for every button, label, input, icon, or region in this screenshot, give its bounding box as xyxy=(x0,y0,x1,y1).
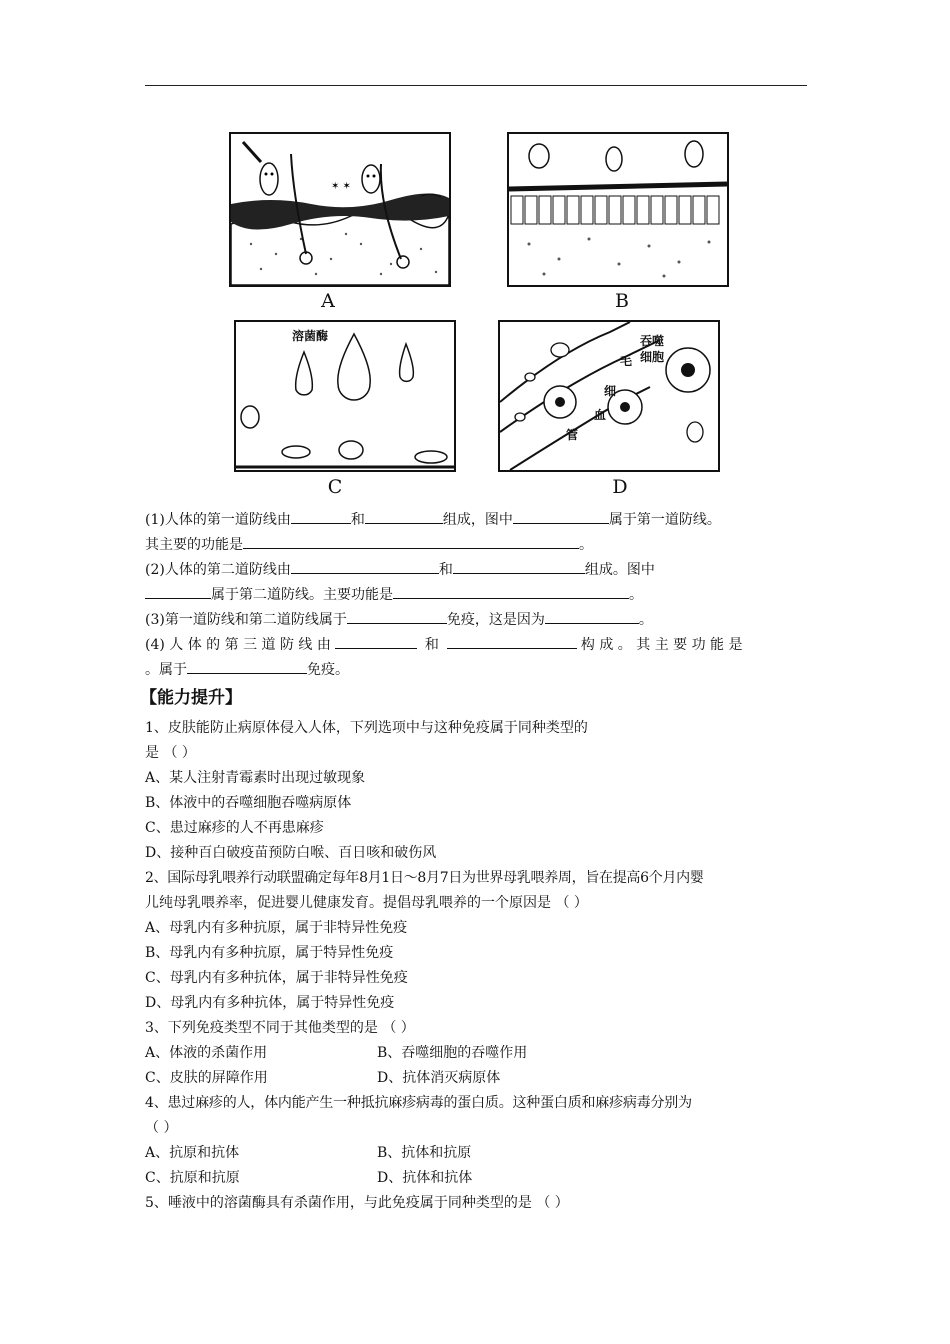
figure-a-skin xyxy=(229,132,451,287)
item3-option-d: D、抗体消灭病原体 xyxy=(377,1070,501,1086)
item1-stem-1: 1、皮肤能防止病原体侵入人体，下列选项中与这种免疫属于同种类型的 xyxy=(145,720,588,736)
item2-stem-2: 儿纯母乳喂养率，促进婴儿健康发育。提倡母乳喂养的一个原因是 （ ） xyxy=(145,895,588,911)
q4-line1: (4) 人 体 的 第 三 道 防 线 由 和 构 成 。 其 主 要 功 能 是 xyxy=(145,633,807,658)
q1-blank-2[interactable] xyxy=(365,509,443,524)
q2-blank-2[interactable] xyxy=(453,559,585,574)
item3-stem: 3、下列免疫类型不同于其他类型的是 （ ） xyxy=(145,1020,415,1036)
item4-options-row1 xyxy=(145,1141,807,1166)
item4-stem-1: 4、患过麻疹的人，体内能产生一种抵抗麻疹病毒的蛋白质。这种蛋白质和麻疹病毒分别为 xyxy=(145,1095,692,1111)
item1-option-b: B、体液中的吞噬细胞吞噬病原体 xyxy=(145,795,352,811)
item2-option-d: D、母乳内有多种抗体，属于特异性免疫 xyxy=(145,995,395,1011)
section-heading: 【能力提升】 xyxy=(140,688,242,708)
item1-option-a: A、某人注射青霉素时出现过敏现象 xyxy=(145,770,366,786)
q4-blank-2[interactable] xyxy=(447,634,577,649)
svg-text:✶ ✶: ✶ ✶ xyxy=(331,181,351,192)
figure-b-mucosa xyxy=(507,132,729,287)
q2-line1: (2)人体的第二道防线由 和 组成。图中 xyxy=(145,558,807,583)
item3-option-a: A、体液的杀菌作用 xyxy=(145,1045,268,1061)
header-rule xyxy=(145,85,807,86)
item4-option-b: B、抗体和抗原 xyxy=(377,1145,472,1161)
item1-stem-2: 是 （ ） xyxy=(145,745,196,761)
item4-stem-2: （ ） xyxy=(145,1120,178,1136)
q1-blank-1[interactable] xyxy=(291,509,351,524)
figure-c-lysozyme xyxy=(234,320,456,472)
item3-option-c: C、皮肤的屏障作用 xyxy=(145,1070,268,1086)
q2-line2: 属于第二道防线。主要功能是 。 xyxy=(145,583,807,608)
q1-line1: (1)人体的第一道防线由 和 组成，图中 属于第一道防线。 xyxy=(145,508,807,533)
q2-blank-3[interactable] xyxy=(145,584,211,599)
item2-option-c: C、母乳内有多种抗体，属于非特异性免疫 xyxy=(145,970,408,986)
figure-a-caption: A xyxy=(321,290,335,312)
item3-options-row2 xyxy=(145,1066,807,1091)
q3-blank-2[interactable] xyxy=(545,609,639,624)
figure-d-caption: D xyxy=(612,476,628,498)
phagocyte-label-2: 细胞 xyxy=(640,350,665,364)
q2-blank-4[interactable] xyxy=(393,584,629,599)
item4-option-d: D、抗体和抗体 xyxy=(377,1170,473,1186)
capillary-label-2: 细 xyxy=(604,384,617,398)
mucosa-illustration xyxy=(509,134,727,285)
item2-stem-1: 2、国际母乳喂养行动联盟确定每年8月1日～8月7日为世界母乳喂养周，旨在提高6个月内婴 xyxy=(145,870,704,886)
figure-d-capillary xyxy=(498,320,720,472)
q3-line: (3)第一道防线和第二道防线属于 免疫，这是因为 。 xyxy=(145,608,807,633)
item4-options-row2 xyxy=(145,1166,807,1191)
lysozyme-illustration xyxy=(236,322,454,470)
q1-blank-3[interactable] xyxy=(513,509,609,524)
item1-option-c: C、患过麻疹的人不再患麻疹 xyxy=(145,820,324,836)
q4-blank-3[interactable] xyxy=(187,659,307,674)
capillary-label-3: 血 xyxy=(594,408,607,422)
figure-c-caption: C xyxy=(327,476,343,498)
item3-option-b: B、吞噬细胞的吞噬作用 xyxy=(377,1045,528,1061)
q4-blank-1[interactable] xyxy=(335,634,417,649)
phagocyte-label-1: 吞噬 xyxy=(640,334,665,348)
item4-option-a: A、抗原和抗体 xyxy=(145,1145,240,1161)
item2-option-b: B、母乳内有多种抗原，属于特异性免疫 xyxy=(145,945,394,961)
skin-illustration xyxy=(231,134,449,285)
item2-option-a: A、母乳内有多种抗原，属于非特异性免疫 xyxy=(145,920,408,936)
item5-stem: 5、唾液中的溶菌酶具有杀菌作用，与此免疫属于同种类型的是 （ ） xyxy=(145,1195,569,1211)
capillary-label-1: 毛 xyxy=(620,354,633,368)
q1-line2: 其主要的功能是 。 xyxy=(145,533,807,558)
item4-option-c: C、抗原和抗原 xyxy=(145,1170,240,1186)
capillary-label-4: 管 xyxy=(566,428,579,442)
lysozyme-label: 溶菌酶 xyxy=(292,329,329,343)
q2-blank-1[interactable] xyxy=(291,559,439,574)
q4-line2: 。属于 免疫。 xyxy=(145,658,807,683)
figure-b-caption: B xyxy=(615,290,629,312)
q3-blank-1[interactable] xyxy=(347,609,447,624)
item1-option-d: D、接种百白破疫苗预防白喉、百日咳和破伤风 xyxy=(145,845,437,861)
q1-blank-4[interactable] xyxy=(243,534,579,549)
item3-options-row1 xyxy=(145,1041,807,1066)
